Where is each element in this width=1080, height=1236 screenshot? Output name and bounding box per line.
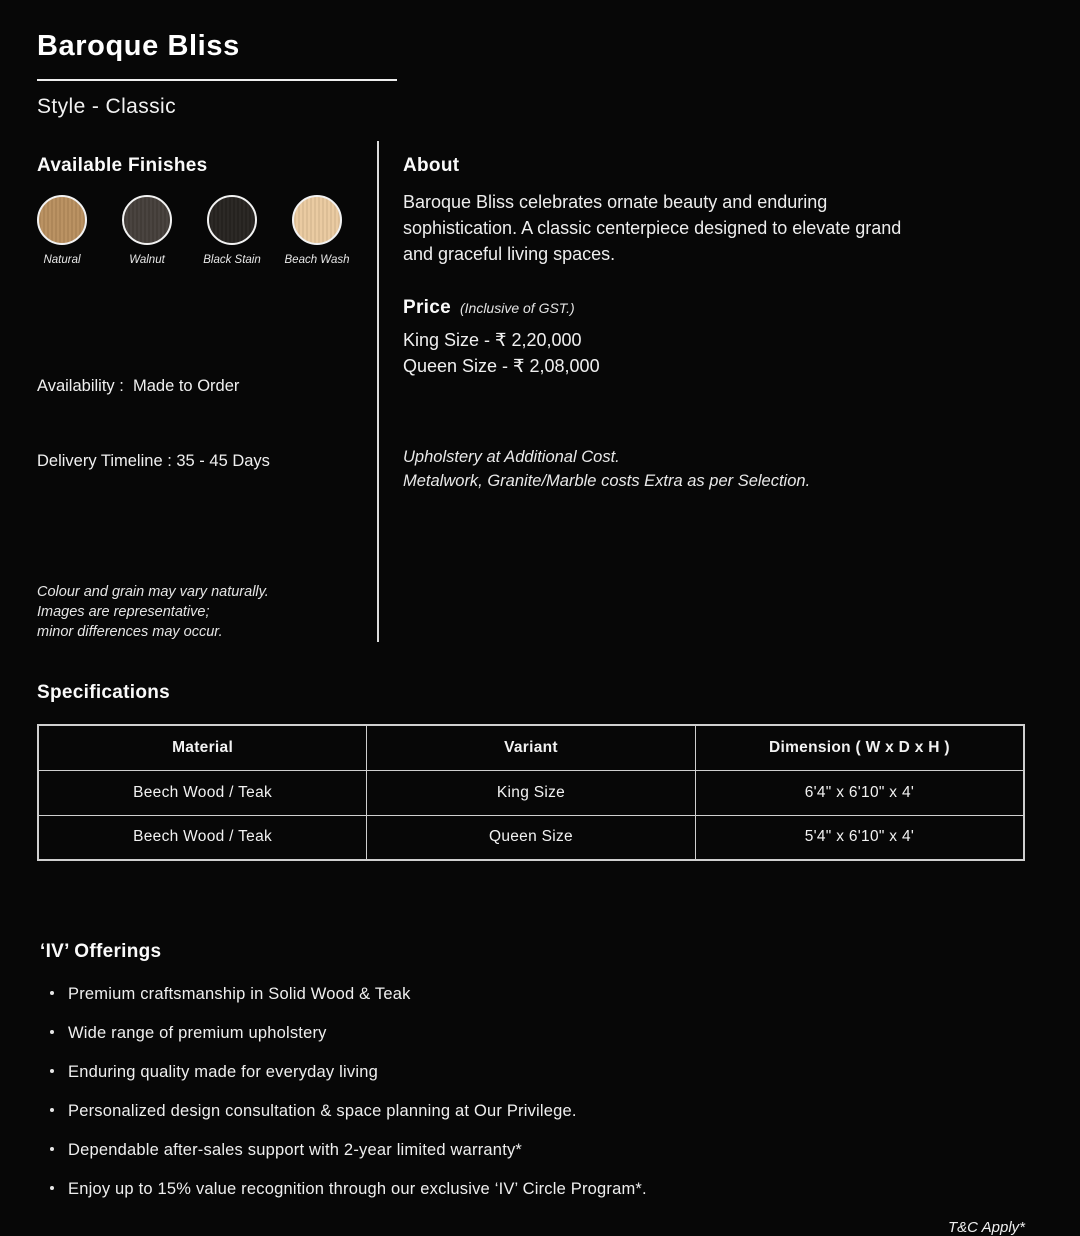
finish-color-walnut bbox=[122, 195, 172, 245]
tandc-note: T&C Apply* bbox=[948, 1219, 1025, 1236]
disclaimer-line: Colour and grain may vary naturally. bbox=[37, 584, 269, 600]
style-subtitle: Style - Classic bbox=[37, 95, 177, 118]
specifications-section bbox=[37, 682, 1025, 861]
iv-offerings-section bbox=[37, 941, 1025, 1199]
offering-text: Premium craftsmanship in Solid Wood & Teak bbox=[68, 985, 411, 1003]
info-columns bbox=[37, 141, 1025, 642]
bullet-icon bbox=[50, 991, 54, 995]
cell-dimension: 6'4" x 6'10" x 4' bbox=[695, 770, 1024, 815]
list-item bbox=[40, 985, 1025, 1004]
specifications-table bbox=[37, 724, 1025, 861]
table-row bbox=[38, 815, 1024, 860]
bullet-icon bbox=[50, 1186, 54, 1190]
disclaimer-line: Images are representative; bbox=[37, 604, 210, 620]
finish-swatch-black-stain bbox=[203, 195, 261, 266]
finish-color-natural bbox=[37, 195, 87, 245]
about-column bbox=[403, 141, 1025, 642]
list-item bbox=[40, 1024, 1025, 1043]
column-divider bbox=[377, 141, 379, 642]
page-title: Baroque Bliss bbox=[37, 30, 240, 62]
finishes-heading: Available Finishes bbox=[37, 155, 208, 176]
offering-text: Personalized design consultation & space planning at Our Privilege. bbox=[68, 1102, 577, 1120]
specifications-heading: Specifications bbox=[37, 682, 171, 703]
finish-color-beach-wash bbox=[292, 195, 342, 245]
queen-size-price: Queen Size - ₹ 2,08,000 bbox=[403, 356, 600, 376]
table-row bbox=[38, 770, 1024, 815]
delivery-timeline-line: Delivery Timeline : 35 - 45 Days bbox=[37, 452, 270, 470]
column-header-material: Material bbox=[38, 725, 367, 770]
availability-line: Availability : Made to Order bbox=[37, 377, 240, 395]
finish-swatch-walnut bbox=[122, 195, 172, 266]
column-header-variant: Variant bbox=[367, 725, 696, 770]
finish-label: Black Stain bbox=[203, 254, 261, 266]
offering-text: Dependable after-sales support with 2-year limited warranty* bbox=[68, 1141, 523, 1159]
about-heading: About bbox=[403, 155, 460, 176]
list-item bbox=[40, 1180, 1025, 1199]
bullet-icon bbox=[50, 1069, 54, 1073]
cell-variant: King Size bbox=[367, 770, 696, 815]
about-line: sophistication. A classic centerpiece designed to elevate grand bbox=[403, 218, 902, 238]
upholstery-note-line: Upholstery at Additional Cost. bbox=[403, 448, 620, 466]
offering-text: Enjoy up to 15% value recognition through our exclusive ‘IV’ Circle Program*. bbox=[68, 1180, 647, 1198]
list-item bbox=[40, 1141, 1025, 1160]
metalwork-note-line: Metalwork, Granite/Marble costs Extra as per Selection. bbox=[403, 472, 811, 490]
offering-text: Enduring quality made for everyday living bbox=[68, 1063, 378, 1081]
table-header-row bbox=[38, 725, 1024, 770]
price-heading-row bbox=[403, 297, 1025, 319]
bullet-icon bbox=[50, 1030, 54, 1034]
availability-block bbox=[37, 324, 377, 524]
cell-material: Beech Wood / Teak bbox=[38, 815, 367, 860]
cell-material: Beech Wood / Teak bbox=[38, 770, 367, 815]
disclaimer-line: minor differences may occur. bbox=[37, 624, 223, 640]
offerings-list bbox=[40, 985, 1025, 1199]
additional-cost-note bbox=[403, 445, 1025, 493]
price-lines bbox=[403, 327, 1025, 379]
offering-text: Wide range of premium upholstery bbox=[68, 1024, 327, 1042]
iv-offerings-heading: ‘IV’ Offerings bbox=[40, 941, 162, 962]
about-body bbox=[403, 189, 1025, 267]
about-line: and graceful living spaces. bbox=[403, 244, 616, 264]
cell-dimension: 5'4" x 6'10" x 4' bbox=[695, 815, 1024, 860]
bullet-icon bbox=[50, 1147, 54, 1151]
finish-swatch-beach-wash bbox=[284, 195, 350, 266]
finish-label: Beach Wash bbox=[284, 254, 350, 266]
finish-color-black-stain bbox=[207, 195, 257, 245]
king-size-price: King Size - ₹ 2,20,000 bbox=[403, 330, 582, 350]
bullet-icon bbox=[50, 1108, 54, 1112]
colour-disclaimer bbox=[37, 582, 377, 642]
list-item bbox=[40, 1102, 1025, 1121]
about-line: Baroque Bliss celebrates ornate beauty and enduring bbox=[403, 192, 828, 212]
column-header-dimension: Dimension ( W x D x H ) bbox=[695, 725, 1024, 770]
finish-swatch-natural bbox=[37, 195, 87, 266]
gst-note: (Inclusive of GST.) bbox=[459, 300, 575, 316]
list-item bbox=[40, 1063, 1025, 1082]
price-heading: Price bbox=[403, 297, 451, 318]
finish-swatches bbox=[37, 195, 377, 266]
cell-variant: Queen Size bbox=[367, 815, 696, 860]
finish-label: Walnut bbox=[129, 254, 165, 266]
title-underline bbox=[37, 79, 397, 81]
finish-label: Natural bbox=[43, 254, 81, 266]
finishes-column bbox=[37, 141, 377, 642]
